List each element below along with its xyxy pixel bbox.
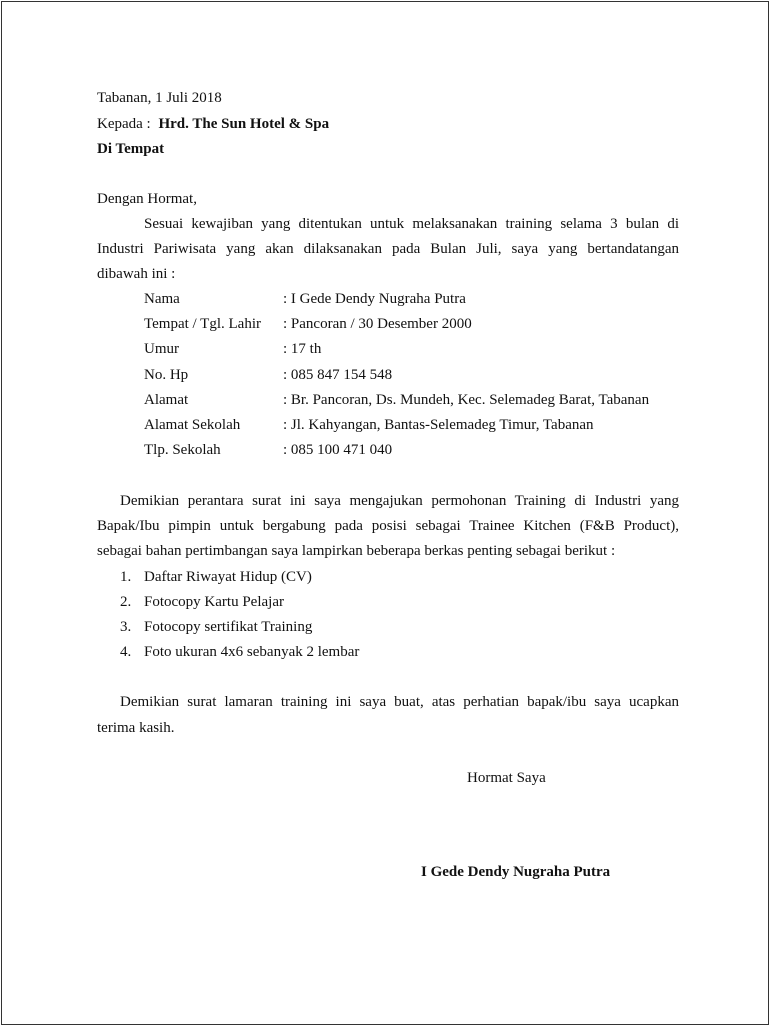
identity-label: Alamat Sekolah xyxy=(144,417,241,433)
identity-label: Tlp. Sekolah xyxy=(144,442,221,458)
intro-line-3: dibawah ini : xyxy=(97,266,176,282)
greeting: Dengan Hormat, xyxy=(97,191,197,207)
identity-label: Alamat xyxy=(144,392,189,408)
identity-value: : 085 847 154 548 xyxy=(283,367,393,383)
list-item xyxy=(120,619,680,639)
identity-value: : Br. Pancoran, Ds. Mundeh, Kec. Selemadeg Barat, Tabanan xyxy=(283,392,650,408)
identity-row xyxy=(2,392,772,412)
place-date: Tabanan, 1 Juli 2018 xyxy=(97,90,222,106)
recipient-line xyxy=(97,116,329,133)
body-line-3: sebagai bahan pertimbangan saya lampirkan beberapa berkas penting sebagai berikut : xyxy=(97,543,616,559)
closing-line-1: Demikian surat lamaran training ini saya buat, atas perhatian bapak/ibu saya ucapkan xyxy=(120,694,679,710)
list-item xyxy=(120,644,680,664)
identity-label: Tempat / Tgl. Lahir xyxy=(144,316,261,332)
identity-row xyxy=(2,316,772,336)
recipient-name: Hrd. The Sun Hotel & Spa xyxy=(158,116,330,132)
signature-salutation: Hormat Saya xyxy=(467,770,546,786)
identity-label: No. Hp xyxy=(144,367,189,383)
identity-value: : I Gede Dendy Nugraha Putra xyxy=(283,291,466,307)
list-number: 3. xyxy=(120,619,132,635)
list-text: Daftar Riwayat Hidup (CV) xyxy=(144,569,312,585)
identity-row xyxy=(2,417,772,437)
list-text: Fotocopy sertifikat Training xyxy=(144,619,313,635)
identity-value: : Jl. Kahyangan, Bantas-Selemadeg Timur, Tabanan xyxy=(283,417,594,433)
identity-row xyxy=(2,341,772,361)
identity-value: : Pancoran / 30 Desember 2000 xyxy=(283,316,472,332)
intro-line-2: Industri Pariwisata yang akan dilaksanakan pada Bulan Juli, saya yang bertandatangan xyxy=(97,241,679,257)
letter-page xyxy=(1,1,769,1025)
list-number: 2. xyxy=(120,594,132,610)
body-line-1: Demikian perantara surat ini saya mengajukan permohonan Training di Industri yang xyxy=(120,493,679,509)
list-item xyxy=(120,569,680,589)
recipient-location: Di Tempat xyxy=(97,141,165,157)
list-text: Fotocopy Kartu Pelajar xyxy=(144,594,284,610)
list-number: 4. xyxy=(120,644,132,660)
identity-row xyxy=(2,442,772,462)
identity-row xyxy=(2,291,772,311)
recipient-label: Kepada : xyxy=(97,116,151,132)
identity-row xyxy=(2,367,772,387)
identity-label: Nama xyxy=(144,291,180,307)
identity-label: Umur xyxy=(144,341,179,357)
identity-value: : 085 100 471 040 xyxy=(283,442,393,458)
signature-name: I Gede Dendy Nugraha Putra xyxy=(421,864,611,880)
identity-value: : 17 th xyxy=(283,341,322,357)
list-number: 1. xyxy=(120,569,132,585)
body-line-2: Bapak/Ibu pimpin untuk bergabung pada posisi sebagai Trainee Kitchen (F&B Product), xyxy=(97,518,679,534)
list-text: Foto ukuran 4x6 sebanyak 2 lembar xyxy=(144,644,360,660)
intro-line-1: Sesuai kewajiban yang ditentukan untuk melaksanakan training selama 3 bulan di xyxy=(144,216,679,232)
closing-line-2: terima kasih. xyxy=(97,720,175,736)
list-item xyxy=(120,594,680,614)
